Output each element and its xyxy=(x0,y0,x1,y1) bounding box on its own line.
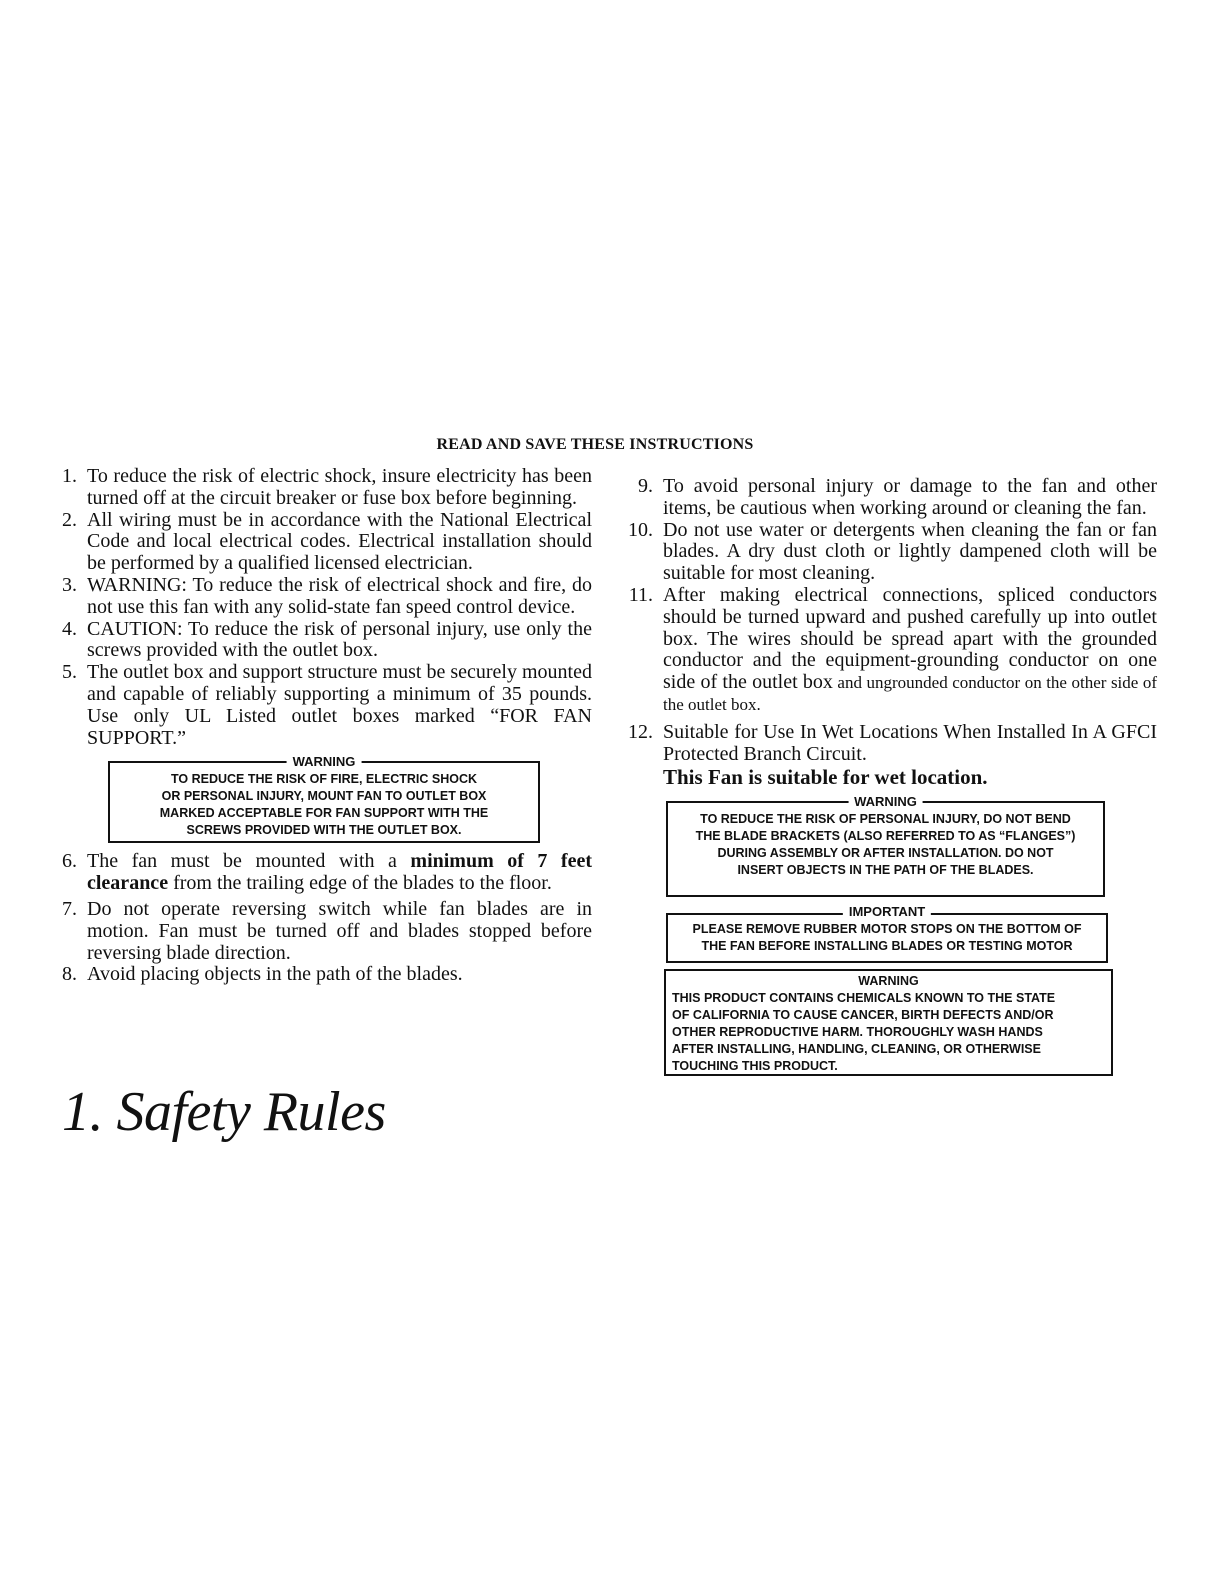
item-text: Do not use water or detergents when cleaning the fan or fan blades. A dry dust cloth or lightly dampened cloth will be suitable for most cleaning. xyxy=(663,518,1157,585)
item-text: To reduce the risk of electric shock, insure electricity has been turned off at the circuit breaker or fuse box before beginning. xyxy=(87,465,592,509)
warning-box-title: WARNING xyxy=(287,754,362,770)
list-item xyxy=(50,899,592,964)
list-item xyxy=(50,851,592,895)
item-text: Do not operate reversing switch while fan blades are in motion. Fan must be turned off and blades stopped before reversing blade direction. xyxy=(87,897,592,964)
warning-box-title: WARNING xyxy=(848,794,923,810)
section-title: 1. Safety Rules xyxy=(62,1081,386,1143)
item-text-part: from the trailing edge of the blades to the floor. xyxy=(168,872,552,895)
list-item xyxy=(50,510,592,575)
list-item xyxy=(50,619,592,663)
left-column xyxy=(50,466,592,986)
item-number: 9. xyxy=(638,475,653,497)
item-text xyxy=(87,851,592,895)
list-item xyxy=(50,575,592,619)
warning-line: OTHER REPRODUCTIVE HARM. THOROUGHLY WASH HANDS xyxy=(672,1025,1043,1040)
item-text xyxy=(663,585,1157,716)
warning-box-title: WARNING xyxy=(858,974,919,989)
warning-line: TO REDUCE THE RISK OF PERSONAL INJURY, DO NOT BEND xyxy=(700,812,1071,827)
warning-line: INSERT OBJECTS IN THE PATH OF THE BLADES. xyxy=(737,863,1034,878)
item-text: To avoid personal injury or damage to the fan and other items, be cautious when working around or cleaning the fan. xyxy=(663,475,1157,519)
important-box-title: IMPORTANT xyxy=(843,904,931,920)
item-text-part: The fan must be mounted with a xyxy=(87,850,411,873)
page-header: READ AND SAVE THESE INSTRUCTIONS xyxy=(436,436,754,453)
list-item xyxy=(612,585,1157,716)
fire-shock-warning-box xyxy=(108,754,540,843)
important-line: PLEASE REMOVE RUBBER MOTOR STOPS ON THE BOTTOM OF xyxy=(692,922,1082,937)
item-text: CAUTION: To reduce the risk of personal injury, use only the screws provided with the outlet box. xyxy=(87,617,592,662)
important-line: THE FAN BEFORE INSTALLING BLADES OR TESTING MOTOR xyxy=(701,939,1073,954)
item-text: The outlet box and support structure must be securely mounted and capable of reliably supporting a minimum of 35 pounds. Use only UL Listed outlet boxes marked “FOR FAN SUPPORT.” xyxy=(87,661,592,749)
item-number: 6. xyxy=(62,850,77,873)
warning-line: DURING ASSEMBLY OR AFTER INSTALLATION. DO NOT xyxy=(717,846,1054,861)
item-number: 11. xyxy=(628,583,653,606)
warning-line: TOUCHING THIS PRODUCT. xyxy=(672,1059,838,1074)
warning-line: THIS PRODUCT CONTAINS CHEMICALS KNOWN TO THE STATE xyxy=(672,991,1056,1006)
list-item xyxy=(612,476,1157,520)
list-item xyxy=(50,662,592,749)
item-text: Suitable for Use In Wet Locations When Installed In A GFCI Protected Branch Circuit. xyxy=(663,720,1157,765)
list-item xyxy=(612,722,1157,766)
list-item xyxy=(612,520,1157,585)
list-item xyxy=(50,964,592,986)
item-number: 8. xyxy=(62,963,77,986)
warning-line: MARKED ACCEPTABLE FOR FAN SUPPORT WITH THE xyxy=(159,806,489,821)
item-number: 10. xyxy=(628,518,653,541)
warning-line: OR PERSONAL INJURY, MOUNT FAN TO OUTLET BOX xyxy=(161,789,487,804)
right-column xyxy=(612,476,1157,1076)
item-number: 7. xyxy=(62,897,77,920)
warning-line: OF CALIFORNIA TO CAUSE CANCER, BIRTH DEFECTS AND/OR xyxy=(672,1008,1054,1023)
warning-line: TO REDUCE THE RISK OF FIRE, ELECTRIC SHOCK xyxy=(170,772,478,787)
item-text-part: After making electrical connections, spliced conductors should be turned upward and pushed carefully up into outlet box. The wires should be spread apart with the grounded conductor and the equipment-grounding conductor on one side of the outlet box xyxy=(663,583,1157,694)
item-number: 4. xyxy=(62,617,77,640)
item-text: All wiring must be in accordance with the National Electrical Code and local electrical codes. Electrical installation should be performed by a qualified licensed electrician. xyxy=(87,508,592,575)
warning-line: SCREWS PROVIDED WITH THE OUTLET BOX. xyxy=(186,823,462,838)
item-text: Avoid placing objects in the path of the blades. xyxy=(87,963,463,986)
item-number: 1. xyxy=(62,465,77,487)
item-number: 12. xyxy=(628,720,653,743)
blade-bracket-warning-box xyxy=(666,794,1105,897)
list-item xyxy=(50,466,592,510)
prop65-warning-box xyxy=(664,969,1113,1076)
item-text: WARNING: To reduce the risk of electrical shock and fire, do not use this fan with any solid-state fan speed control device. xyxy=(87,573,592,618)
item-number: 5. xyxy=(62,661,77,684)
wet-location-note: This Fan is suitable for wet location. xyxy=(663,765,988,790)
warning-line: AFTER INSTALLING, HANDLING, CLEANING, OR OTHERWISE xyxy=(672,1042,1041,1057)
item-text-bold: minimum of 7 feet clearance xyxy=(87,850,593,895)
warning-line: THE BLADE BRACKETS (ALSO REFERRED TO AS “FLANGES”) xyxy=(695,829,1076,844)
item-number: 3. xyxy=(62,573,77,596)
important-box xyxy=(666,904,1108,963)
item-number: 2. xyxy=(62,508,77,531)
item-text-part: and ungrounded conductor on the other side of the outlet box. xyxy=(663,673,1157,714)
